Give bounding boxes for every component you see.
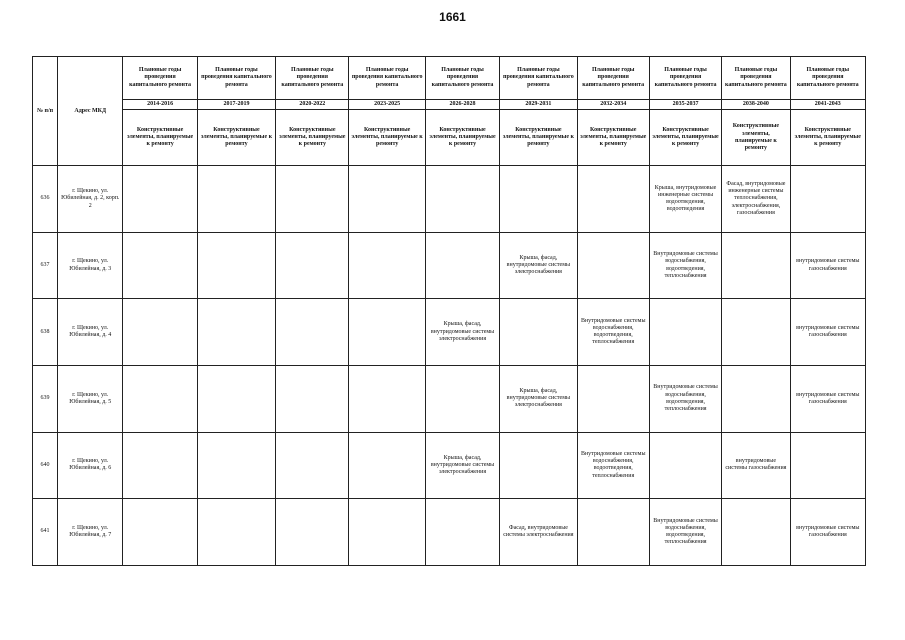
repair-elements-cell <box>722 232 790 299</box>
repair-elements-cell <box>276 432 349 499</box>
repair-elements-cell <box>425 365 499 432</box>
repair-elements-cell <box>577 499 649 566</box>
period-header: 2026-2028 <box>425 100 499 110</box>
repair-elements-cell <box>577 232 649 299</box>
planned-years-header: Плановые годы проведения капитального ремонта <box>790 57 865 100</box>
repair-elements-cell <box>276 365 349 432</box>
repair-elements-cell: внутридомовые системы газоснабжения <box>790 499 865 566</box>
row-number: 641 <box>33 499 58 566</box>
table-row <box>33 166 866 233</box>
building-address: г. Щекино, ул. Юбилейная, д. 6 <box>58 432 123 499</box>
period-header: 2020-2022 <box>276 100 349 110</box>
repair-elements-cell <box>276 499 349 566</box>
repair-elements-cell: Фасад, внутридомовые системы электроснабжения <box>500 499 577 566</box>
period-header: 2041-2043 <box>790 100 865 110</box>
repair-elements-cell: Внутридомовые системы водоснабжения, водоотведения, теплоснабжения <box>577 299 649 366</box>
repair-elements-cell <box>123 365 197 432</box>
repair-elements-cell: внутридомовые системы газоснабжения <box>790 365 865 432</box>
structural-elements-header: Конструктивные элементы, планируемые к ремонту <box>197 110 275 166</box>
repair-elements-cell <box>276 232 349 299</box>
capital-repair-plan-table <box>32 56 866 566</box>
repair-elements-cell <box>349 232 425 299</box>
repair-elements-cell <box>790 432 865 499</box>
structural-elements-header: Конструктивные элементы, планируемые к ремонту <box>349 110 425 166</box>
repair-elements-cell <box>349 432 425 499</box>
repair-elements-cell <box>500 299 577 366</box>
building-address: г. Щекино, ул. Юбилейная, д. 2, корп. 2 <box>58 166 123 233</box>
repair-elements-cell: внутридомовые системы газоснабжения <box>790 299 865 366</box>
structural-elements-header: Конструктивные элементы, планируемые к ремонту <box>790 110 865 166</box>
repair-elements-cell: внутридомовые системы газоснабжения <box>722 432 790 499</box>
repair-elements-cell <box>500 432 577 499</box>
repair-elements-cell <box>123 166 197 233</box>
num-header: № п/п <box>33 57 58 166</box>
repair-elements-cell <box>276 166 349 233</box>
header-row-elements <box>33 110 866 166</box>
repair-elements-cell: внутридомовые системы газоснабжения <box>790 232 865 299</box>
row-number: 640 <box>33 432 58 499</box>
address-header: Адрес МКД <box>58 57 123 166</box>
building-address: г. Щекино, ул. Юбилейная, д. 4 <box>58 299 123 366</box>
repair-elements-cell <box>197 432 275 499</box>
repair-elements-cell: Крыша, внутридомовые инженерные системы водоотведения, водоотведения <box>649 166 721 233</box>
repair-elements-cell <box>349 299 425 366</box>
repair-elements-cell <box>649 432 721 499</box>
repair-elements-cell <box>649 299 721 366</box>
repair-elements-cell: Фасад, внутридомовые инженерные системы теплоснабжения, электроснабжения, газоснабжения <box>722 166 790 233</box>
repair-elements-cell: Крыша, фасад, внутридомовые системы электроснабжения <box>425 432 499 499</box>
repair-elements-cell <box>197 166 275 233</box>
repair-elements-cell <box>500 166 577 233</box>
repair-elements-cell <box>123 432 197 499</box>
repair-elements-cell <box>197 299 275 366</box>
repair-elements-cell <box>577 166 649 233</box>
structural-elements-header: Конструктивные элементы, планируемые к ремонту <box>722 110 790 166</box>
row-number: 638 <box>33 299 58 366</box>
repair-elements-cell <box>722 365 790 432</box>
repair-elements-cell <box>722 299 790 366</box>
repair-elements-cell: Внутридомовые системы водоснабжения, водоотведения, теплоснабжения <box>577 432 649 499</box>
repair-elements-cell: Крыша, фасад, внутридомовые системы электроснабжения <box>425 299 499 366</box>
repair-elements-cell <box>123 499 197 566</box>
period-header: 2017-2019 <box>197 100 275 110</box>
period-header: 2029-2031 <box>500 100 577 110</box>
repair-elements-cell <box>276 299 349 366</box>
table-row <box>33 232 866 299</box>
planned-years-header: Плановые годы проведения капитального ремонта <box>197 57 275 100</box>
structural-elements-header: Конструктивные элементы, планируемые к ремонту <box>123 110 197 166</box>
repair-elements-cell <box>349 166 425 233</box>
structural-elements-header: Конструктивные элементы, планируемые к ремонту <box>500 110 577 166</box>
building-address: г. Щекино, ул. Юбилейная, д. 5 <box>58 365 123 432</box>
repair-elements-cell <box>123 232 197 299</box>
header-row-periods <box>33 100 866 110</box>
row-number: 637 <box>33 232 58 299</box>
period-header: 2023-2025 <box>349 100 425 110</box>
planned-years-header: Плановые годы проведения капитального ремонта <box>276 57 349 100</box>
page-number: 1661 <box>439 10 466 24</box>
structural-elements-header: Конструктивные элементы, планируемые к ремонту <box>276 110 349 166</box>
repair-elements-cell: Крыша, фасад, внутридомовые системы электроснабжения <box>500 365 577 432</box>
row-number: 639 <box>33 365 58 432</box>
planned-years-header: Плановые годы проведения капитального ремонта <box>649 57 721 100</box>
repair-elements-cell <box>197 365 275 432</box>
table-row <box>33 299 866 366</box>
row-number: 636 <box>33 166 58 233</box>
repair-elements-cell <box>197 232 275 299</box>
repair-elements-cell <box>197 499 275 566</box>
repair-elements-cell <box>425 166 499 233</box>
repair-elements-cell: Внутридомовые системы водоснабжения, водоотведения, теплоснабжения <box>649 499 721 566</box>
building-address: г. Щекино, ул. Юбилейная, д. 3 <box>58 232 123 299</box>
repair-elements-cell <box>790 166 865 233</box>
structural-elements-header: Конструктивные элементы, планируемые к ремонту <box>425 110 499 166</box>
table-row <box>33 365 866 432</box>
structural-elements-header: Конструктивные элементы, планируемые к ремонту <box>577 110 649 166</box>
planned-years-header: Плановые годы проведения капитального ремонта <box>123 57 197 100</box>
repair-elements-cell <box>123 299 197 366</box>
planned-years-header: Плановые годы проведения капитального ремонта <box>425 57 499 100</box>
building-address: г. Щекино, ул. Юбилейная, д. 7 <box>58 499 123 566</box>
planned-years-header: Плановые годы проведения капитального ремонта <box>500 57 577 100</box>
repair-elements-cell <box>349 365 425 432</box>
table-row <box>33 432 866 499</box>
period-header: 2035-2037 <box>649 100 721 110</box>
planned-years-header: Плановые годы проведения капитального ремонта <box>349 57 425 100</box>
period-header: 2038-2040 <box>722 100 790 110</box>
repair-elements-cell <box>722 499 790 566</box>
planned-years-header: Плановые годы проведения капитального ремонта <box>722 57 790 100</box>
repair-elements-cell <box>425 232 499 299</box>
repair-elements-cell <box>425 499 499 566</box>
period-header: 2014-2016 <box>123 100 197 110</box>
repair-elements-cell <box>577 365 649 432</box>
table-row <box>33 499 866 566</box>
header-row-planned-years <box>33 57 866 100</box>
repair-elements-cell: Внутридомовые системы водоснабжения, водоотведения, теплоснабжения <box>649 232 721 299</box>
repair-elements-cell: Крыша, фасад, внутридомовые системы электроснабжения <box>500 232 577 299</box>
repair-elements-cell <box>349 499 425 566</box>
structural-elements-header: Конструктивные элементы, планируемые к ремонту <box>649 110 721 166</box>
table-body <box>33 57 866 566</box>
planned-years-header: Плановые годы проведения капитального ремонта <box>577 57 649 100</box>
repair-elements-cell: Внутридомовые системы водоснабжения, водоотведения, теплоснабжения <box>649 365 721 432</box>
period-header: 2032-2034 <box>577 100 649 110</box>
